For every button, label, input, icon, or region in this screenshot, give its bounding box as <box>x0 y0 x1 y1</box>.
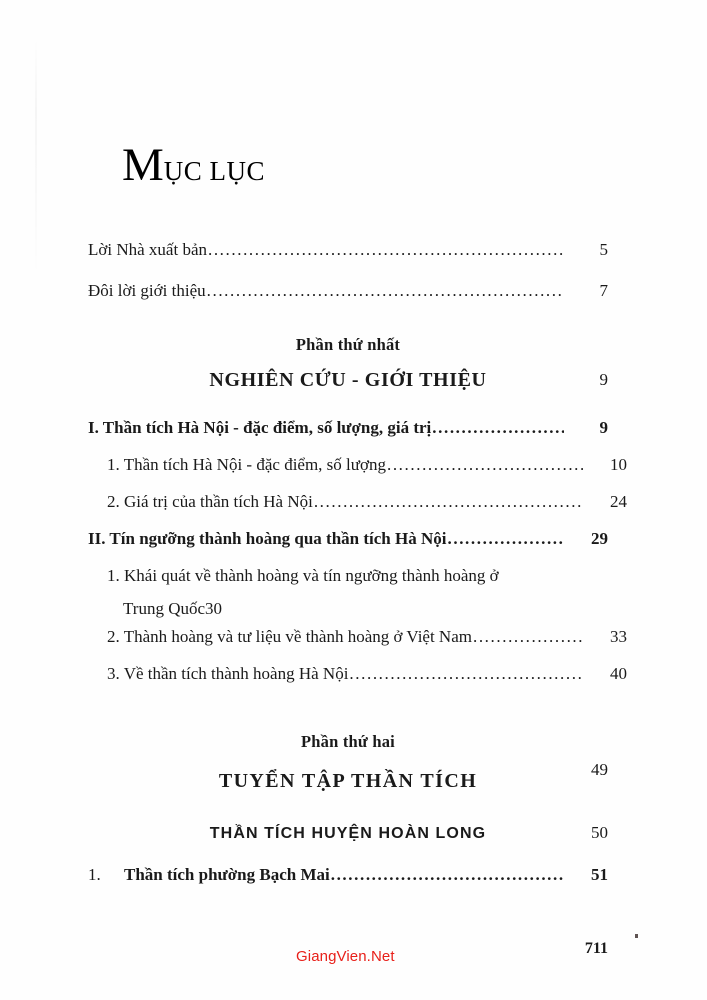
toc-entry-page: 10 <box>610 455 627 474</box>
toc-entry-label: I. Thần tích Hà Nội - đặc điểm, số lượng, giá trị <box>88 418 432 437</box>
toc-entry-label: 1. Thần tích Hà Nội - đặc điểm, số lượng <box>107 455 386 474</box>
toc-entry[interactable] <box>88 240 608 260</box>
toc-entry-label: Đôi lời giới thiệu <box>88 281 206 300</box>
title-text: ỤC LỤC <box>163 156 266 186</box>
toc-entry-page: 24 <box>610 492 627 511</box>
toc-entry-numbered[interactable] <box>88 865 608 885</box>
toc-entry-page: 33 <box>610 627 627 646</box>
toc-entry-section-i[interactable] <box>88 418 608 438</box>
part-two-subtitle: Phần thứ hai <box>301 732 395 751</box>
toc-entry-label: 3. Về thần tích thành hoàng Hà Nội <box>107 664 349 683</box>
toc-entry-page: 51 <box>591 865 608 884</box>
part-two-title: TUYỂN TẬP THẦN TÍCH <box>218 770 478 792</box>
toc-entry-label-line2: Trung Quốc <box>123 599 206 618</box>
toc-entry-label: Lời Nhà xuất bản <box>88 240 207 259</box>
part-two-heading <box>88 732 608 793</box>
page-folio-number: 711 <box>584 940 608 957</box>
page-edge-artifact <box>35 38 37 278</box>
dot-leader <box>207 281 564 301</box>
toc-entry[interactable] <box>88 455 627 475</box>
toc-entry[interactable] <box>88 492 627 512</box>
toc-entry-number: 1. <box>88 865 101 884</box>
dot-leader <box>208 240 564 260</box>
toc-entry[interactable] <box>88 627 627 647</box>
page-title <box>122 139 266 191</box>
site-watermark: GiangVien.Net <box>296 948 395 965</box>
toc-entry-section-ii[interactable] <box>88 529 608 549</box>
toc-entry-label: 2. Giá trị của thần tích Hà Nội <box>107 492 313 511</box>
part-one-page: 9 <box>599 370 608 389</box>
toc-entry-page: 5 <box>599 240 608 259</box>
dot-leader <box>331 865 564 885</box>
toc-entry-label: 2. Thành hoàng và tư liệu về thành hoàng ở Việt Nam <box>107 627 472 646</box>
part-two-page: 49 <box>591 760 608 779</box>
part-one-heading <box>88 335 608 392</box>
part-one-subtitle: Phần thứ nhất <box>295 335 401 354</box>
toc-entry-page: 29 <box>591 529 608 548</box>
toc-entry-label-line1: 1. Khái quát về thành hoàng và tín ngưỡng thành hoàng ở <box>107 566 499 585</box>
section-heading-label: THẦN TÍCH HUYỆN HOÀN LONG <box>209 825 487 842</box>
toc-entry-page: 9 <box>599 418 608 437</box>
dot-leader <box>387 455 583 475</box>
dot-leader <box>448 529 565 549</box>
scan-speck-artifact <box>635 934 638 938</box>
toc-entry-continuation <box>107 599 608 619</box>
section-heading-page: 50 <box>591 823 608 842</box>
dot-leader <box>473 627 583 647</box>
toc-entry-label: Thần tích phường Bạch Mai <box>124 865 330 884</box>
title-drop-cap: M <box>122 139 164 191</box>
toc-entry-page: 7 <box>599 281 608 300</box>
toc-entry-page: 30 <box>205 599 223 618</box>
section-heading-hoan-long <box>88 825 608 843</box>
dot-leader <box>349 664 583 684</box>
toc-entry[interactable] <box>88 281 608 301</box>
table-of-contents <box>88 240 627 885</box>
dot-leader <box>432 418 564 438</box>
toc-entry-label: II. Tín ngưỡng thành hoàng qua thần tích Hà Nội <box>88 529 447 548</box>
toc-entry[interactable] <box>88 664 627 684</box>
dot-leader <box>314 492 583 512</box>
toc-entry-wrapped[interactable] <box>88 566 608 619</box>
part-one-title: NGHIÊN CỨU - GIỚI THIỆU <box>209 369 487 391</box>
toc-entry-page: 40 <box>610 664 627 683</box>
